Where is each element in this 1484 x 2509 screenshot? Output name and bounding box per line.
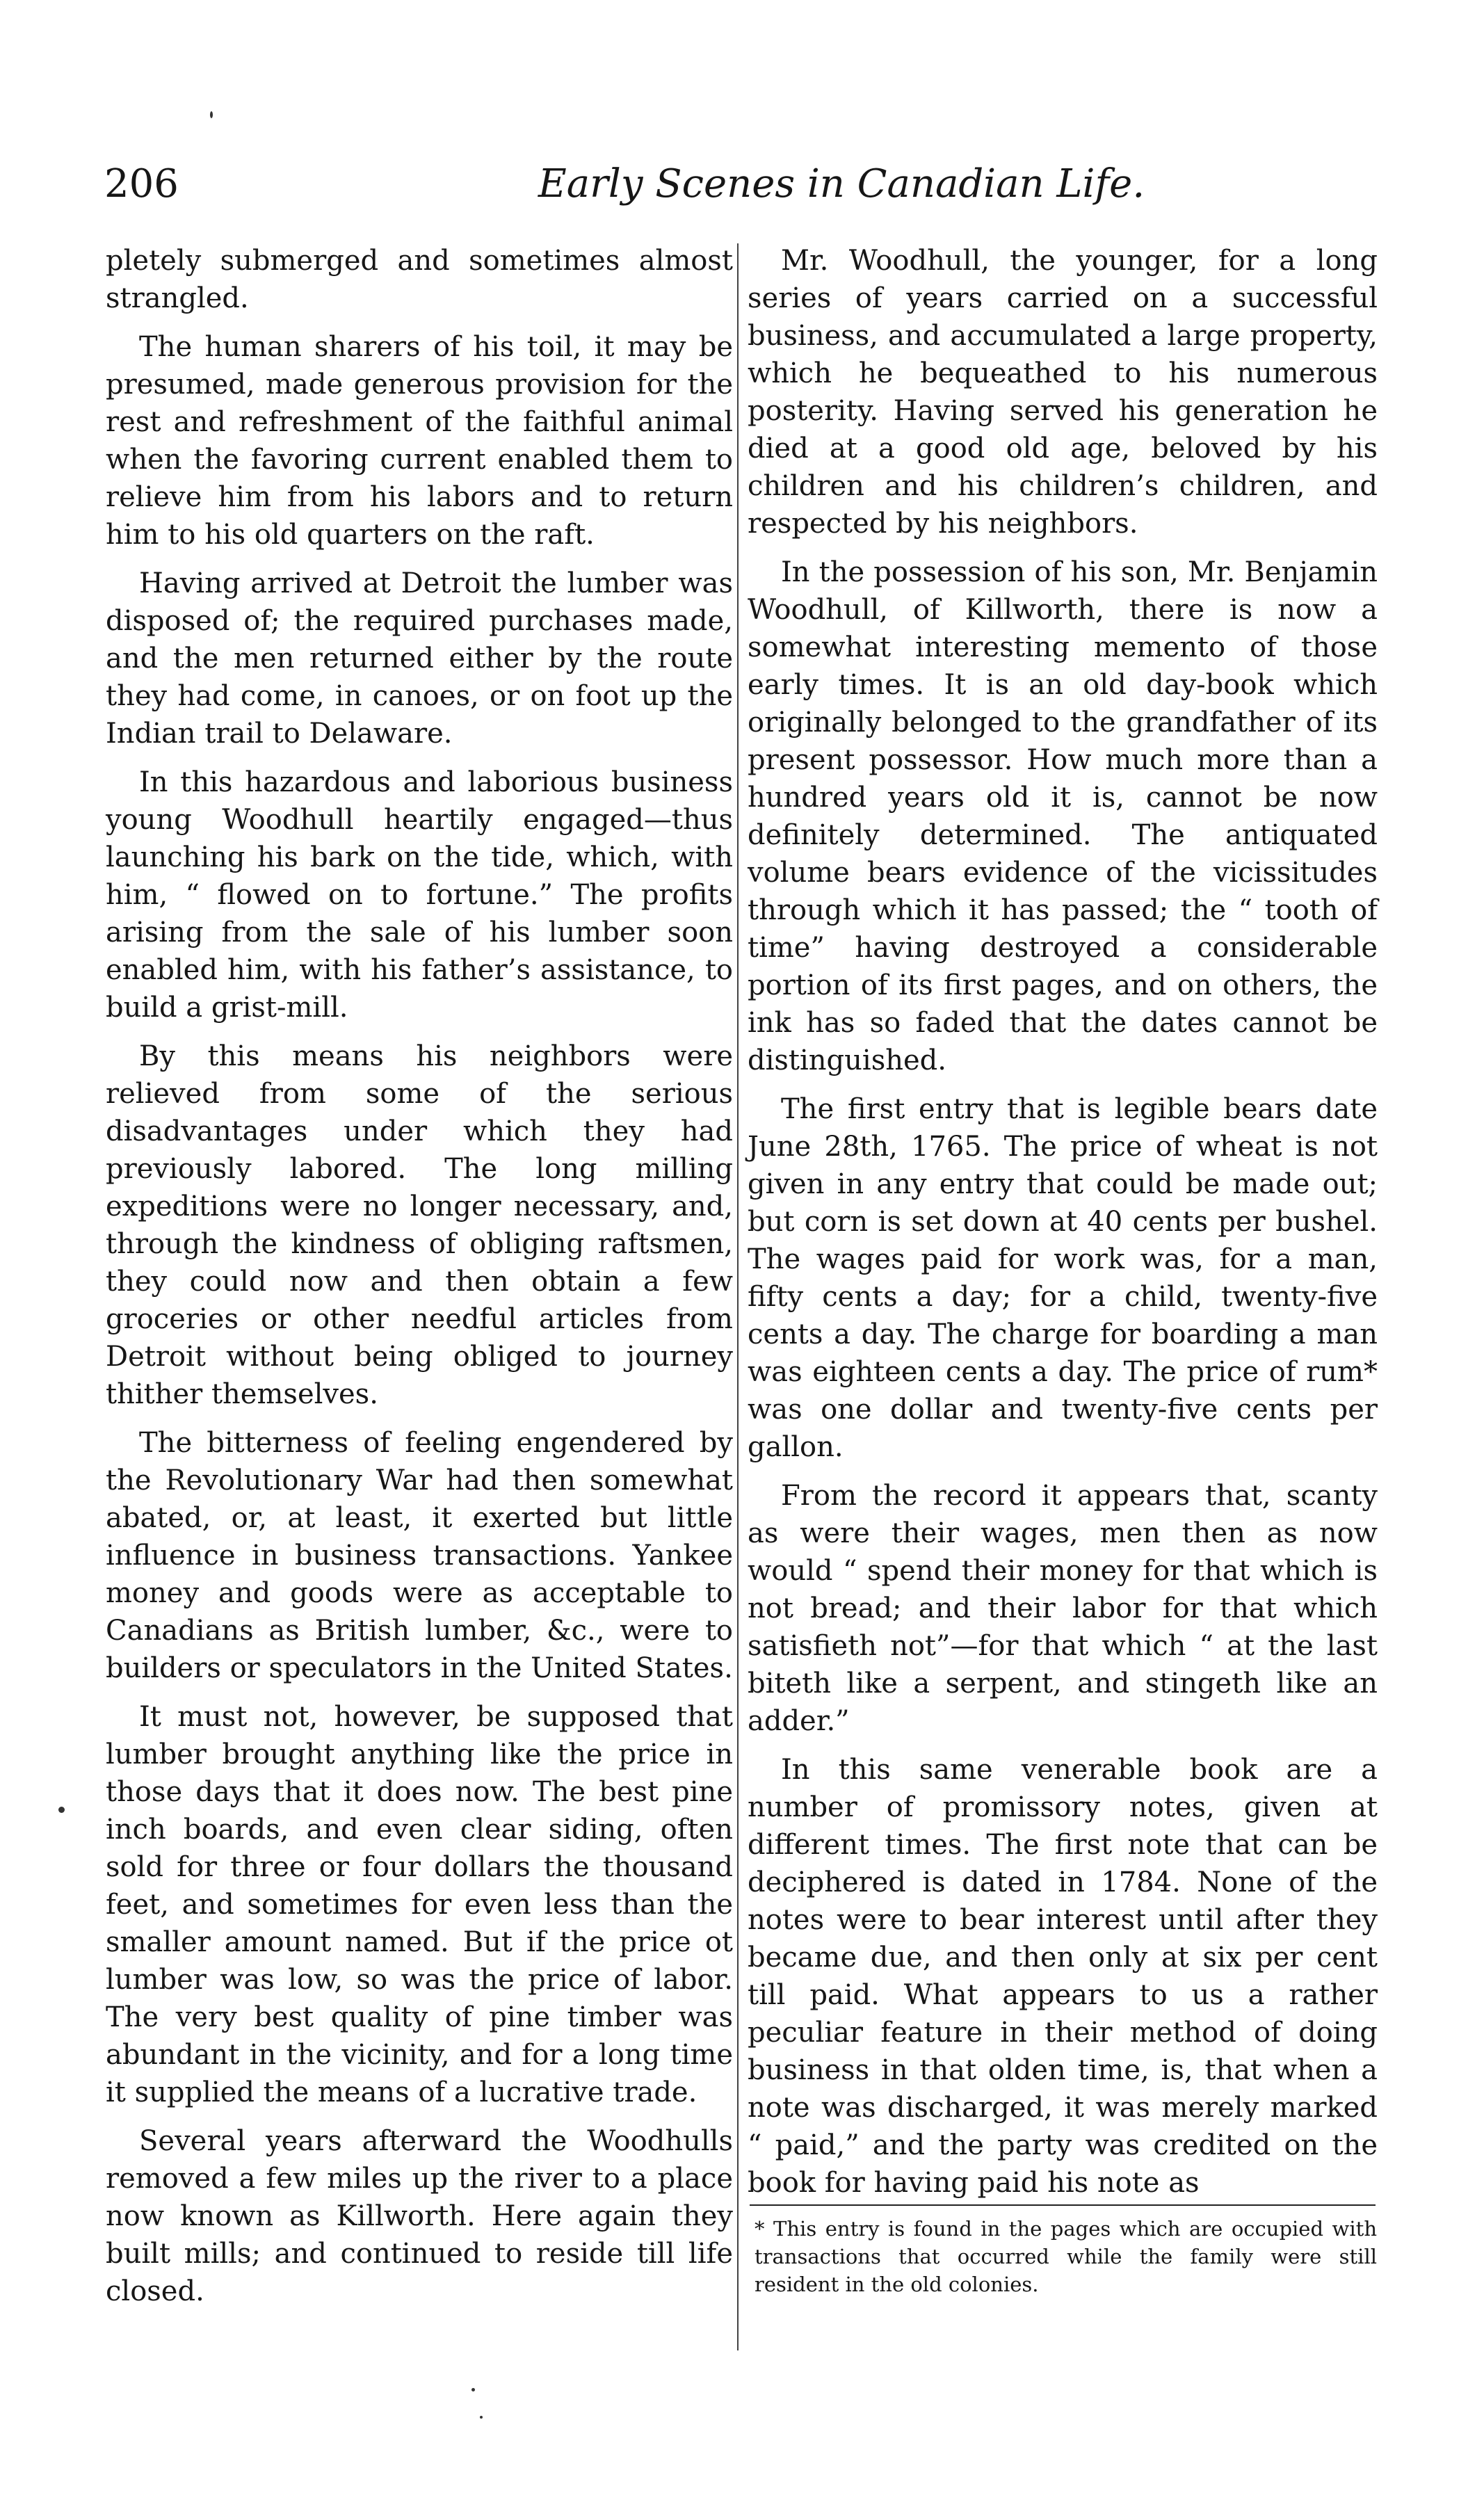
print-speck <box>471 2388 475 2391</box>
paragraph: It must not, however, be supposed that lumber brought anything like the price in those days that it does now. The best pine inch boards, and even clear siding, often sold for three or four dollars the thousand feet, and sometimes for even less than the smaller amount named. But if the price ot lumber was low, so was the price of labor. The very best quality of pine timber was abundant in the vicinity, and for a long time it supplied the means of a lucrative trade. <box>106 1701 733 2108</box>
running-head: Early Scenes in Canadian Life. <box>538 161 1145 207</box>
print-speck <box>210 111 213 118</box>
print-speck <box>58 1807 65 1813</box>
paragraph: Several years afterward the Woodhulls removed a few miles up the river to a place now known as Killworth. Here again they built mills; and continued to reside till life closed. <box>106 2125 733 2307</box>
right-column <box>748 242 1378 2213</box>
column-divider <box>737 243 739 2350</box>
footnote-rule <box>750 2204 1376 2206</box>
left-column <box>106 242 733 2321</box>
paragraph: Having arrived at Detroit the lumber was disposed of; the required purchases made, and the men returned either by the route they had come, in canoes, or on foot up the Indian trail to Delaware. <box>106 567 733 750</box>
paragraph: In the possession of his son, Mr. Benjamin Woodhull, of Killworth, there is now a somewhat interesting memento of those early times. It is an old day-book which originally belonged to the grandfather of its present possessor. How much more than a hundred years old it is, cannot be now definitely determined. The antiquated volume bears evidence of the vicissitudes through which it has passed; the “ tooth of time” having destroyed a considerable portion of its first pages, and on others, the ink has so faded that the dates cannot be distinguished. <box>748 556 1378 1076</box>
paragraph: In this same venerable book are a number of promissory notes, given at different times. The first note that can be deciphered is dated in 1784. None of the notes were to bear interest until after they became due, and then only at six per cent till paid. What appears to us a rather peculiar feature in their method of doing business in that olden time, is, that when a note was discharged, it was merely marked “ paid,” and the party was credited on the book for having paid his note as <box>748 1754 1378 2199</box>
footnote: * This entry is found in the pages which are occupied with transactions that occurred while the family were still resident in the old colonies. <box>755 2217 1377 2296</box>
print-speck <box>480 2416 483 2419</box>
paragraph: The human sharers of his toil, it may be presumed, made generous provision for the rest and refreshment of the faithful animal when the favoring current enabled them to relieve him from his labors and to return him to his old quarters on the raft. <box>106 331 733 551</box>
paragraph: From the record it appears that, scanty as were their wages, men then as now would “ spend their money for that which is not bread; and their labor for that which satisfieth not”—for that which “ at the last biteth like a serpent, and stingeth like an adder.” <box>748 1480 1378 1737</box>
page-number: 206 <box>104 161 179 207</box>
paragraph: By this means his neighbors were relieved from some of the serious disadvantages under which they had previously labored. The long milling expeditions were no longer necessary, and, through the kindness of obliging raftsmen, they could now and then obtain a few groceries or other needful articles from Detroit without being obliged to journey thither themselves. <box>106 1040 733 1410</box>
paragraph: In this hazardous and laborious business young Woodhull heartily engaged—thus launching his bark on the tide, which, with him, “ flowed on to fortune.” The profits arising from the sale of his lumber soon enabled him, with his father’s assistance, to build a grist-mill. <box>106 766 733 1024</box>
paragraph: pletely submerged and sometimes almost strangled. <box>106 245 733 314</box>
paragraph: Mr. Woodhull, the younger, for a long series of years carried on a successful business, and accumulated a large property, which he bequeathed to his numerous posterity. Having served his generation he died at a good old age, beloved by his children and his children’s children, and respected by his neighbors. <box>748 245 1378 540</box>
paragraph: The first entry that is legible bears date June 28th, 1765. The price of wheat is not given in any entry that could be made out; but corn is set down at 40 cents per bushel. The wages paid for work was, for a man, fifty cents a day; for a child, twenty-five cents a day. The charge for boarding a man was eighteen cents a day. The price of rum* was one dollar and twenty-five cents per gallon. <box>748 1093 1378 1463</box>
paragraph: The bitterness of feeling engendered by the Revolutionary War had then somewhat abated, or, at least, it exerted but little influence in business transactions. Yankee money and goods were as acceptable to Canadians as British lumber, &c., were to builders or speculators in the United States. <box>106 1427 733 1684</box>
